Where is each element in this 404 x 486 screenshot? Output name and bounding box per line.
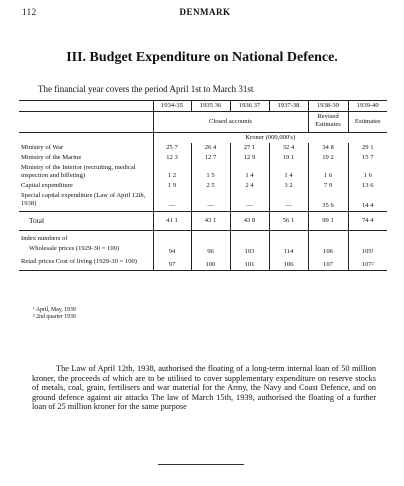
year-header: 1934-35 — [153, 101, 191, 112]
table-cell: 100 — [191, 257, 230, 271]
total-cell: 43 1 — [191, 212, 230, 231]
table-cell: 34 8 — [308, 143, 348, 153]
table-cell: 2 4 — [230, 181, 269, 191]
table-cell: 12 3 — [153, 153, 191, 163]
table-row — [19, 244, 387, 257]
budget-table — [19, 100, 387, 271]
table-cell: 97 — [153, 257, 191, 271]
total-label: Total — [29, 216, 45, 225]
year-header: 1936 37 — [230, 101, 269, 112]
table-cell: — — [230, 191, 269, 212]
footnote: ² 2nd quarter 1939 — [33, 314, 76, 320]
page-number: 112 — [22, 7, 37, 17]
table-row — [19, 153, 387, 163]
table-cell: 1 4 — [230, 163, 269, 181]
country-heading: DENMARK — [179, 7, 231, 17]
table-cell: 106 — [308, 244, 348, 257]
table-cell: 26 4 — [191, 143, 230, 153]
running-head — [22, 7, 388, 21]
table-cell: 14 4 — [348, 191, 387, 212]
year-header-row — [19, 101, 387, 112]
table-cell: 94 — [153, 244, 191, 257]
table-cell: 13 6 — [348, 181, 387, 191]
total-cell: 74 4 — [348, 212, 387, 231]
total-row — [19, 212, 387, 231]
table-row — [19, 257, 387, 271]
section-title: III. Budget Expenditure on National Defence. — [66, 50, 338, 65]
table-cell: — — [269, 191, 308, 212]
estimates-header: Estimates — [348, 112, 387, 133]
table-cell: 2 5 — [191, 181, 230, 191]
corner-cell — [19, 101, 153, 112]
row-label: Capital expenditure — [21, 182, 73, 189]
table-cell: 19 2 — [308, 153, 348, 163]
total-cell: 41 1 — [153, 212, 191, 231]
table-row — [19, 181, 387, 191]
table-cell: 7 9 — [308, 181, 348, 191]
table-cell: 1 2 — [153, 163, 191, 181]
footnotes — [33, 307, 76, 321]
table-cell: 19 1 — [269, 153, 308, 163]
subtitle: The financial year covers the period April 1st to March 31st — [38, 84, 254, 94]
row-label: Ministry of War — [21, 144, 64, 151]
footnote: ¹ April, May, 1939 — [33, 307, 76, 313]
closing-rule — [158, 464, 244, 465]
row-label: Ministry of the Marine — [21, 154, 82, 161]
table-cell: 101 — [230, 257, 269, 271]
row-label: Retail prices Cost of living (1929-30 = 100) — [21, 258, 137, 265]
table-cell: 1 6 — [348, 163, 387, 181]
year-header: 1937-38 — [269, 101, 308, 112]
table-cell: 12 7 — [191, 153, 230, 163]
table-cell: 29 1 — [348, 143, 387, 153]
table-cell: 114 — [269, 244, 308, 257]
table-cell: 1 5 — [191, 163, 230, 181]
year-header: 1935 36 — [191, 101, 230, 112]
table-cell: 103 — [230, 244, 269, 257]
total-cell: 56 1 — [269, 212, 308, 231]
revised-estimates-header: Revised Estimates — [308, 112, 348, 133]
row-label: Wholesale prices (1929-30 = 100) — [29, 245, 120, 252]
units-row — [19, 133, 387, 144]
table-cell: 106 — [269, 257, 308, 271]
year-header: 1938-39 — [308, 101, 348, 112]
table-cell: 27 1 — [230, 143, 269, 153]
table-cell: 12 9 — [230, 153, 269, 163]
year-header: 1939-40 — [348, 101, 387, 112]
table-row — [19, 163, 387, 181]
table-cell: 32 4 — [269, 143, 308, 153]
group-header-row — [19, 112, 387, 133]
total-cell: 99 1 — [308, 212, 348, 231]
units-label: Kroner (000,000's) — [153, 133, 387, 144]
table-cell: 1 6 — [308, 163, 348, 181]
index-title-row — [19, 231, 387, 245]
body-paragraph: The Law of April 12th, 1938, authorised the floating of a long-term internal loan of 50 million kroner, the proceeds of which are to be utilised to cover supplementary expenditure on reserve stocks of metals, coal, grain, fertilisers and war material for the Army, the Navy and Coast Defence, and on ground defence against air attacks The law of March 15th, 1939, authorised the floating of a further loan of 25 million kroner for the same purpose — [32, 364, 376, 412]
table-cell: 1 9 — [153, 181, 191, 191]
total-cell: 43 8 — [230, 212, 269, 231]
index-title: Index numbers of — [21, 235, 68, 242]
closed-accounts-header: Closed accounts — [153, 112, 308, 133]
table-cell: 107² — [348, 257, 387, 271]
table-row — [19, 143, 387, 153]
row-label: Ministry of the Interior (recruiting, medical inspection and billeting) — [21, 164, 136, 179]
table-cell: 15 7 — [348, 153, 387, 163]
table-cell: 96 — [191, 244, 230, 257]
table-cell: 25 7 — [153, 143, 191, 153]
row-label: Special capital expenditure (Law of April 12th, 1938) — [21, 192, 146, 207]
table-cell: 105¹ — [348, 244, 387, 257]
table-row — [19, 191, 387, 212]
table-cell: — — [191, 191, 230, 212]
table-cell: 1 4 — [269, 163, 308, 181]
table-cell: 35 6 — [308, 191, 348, 212]
table-cell: 3 2 — [269, 181, 308, 191]
table-cell: 107 — [308, 257, 348, 271]
table-cell: — — [153, 191, 191, 212]
